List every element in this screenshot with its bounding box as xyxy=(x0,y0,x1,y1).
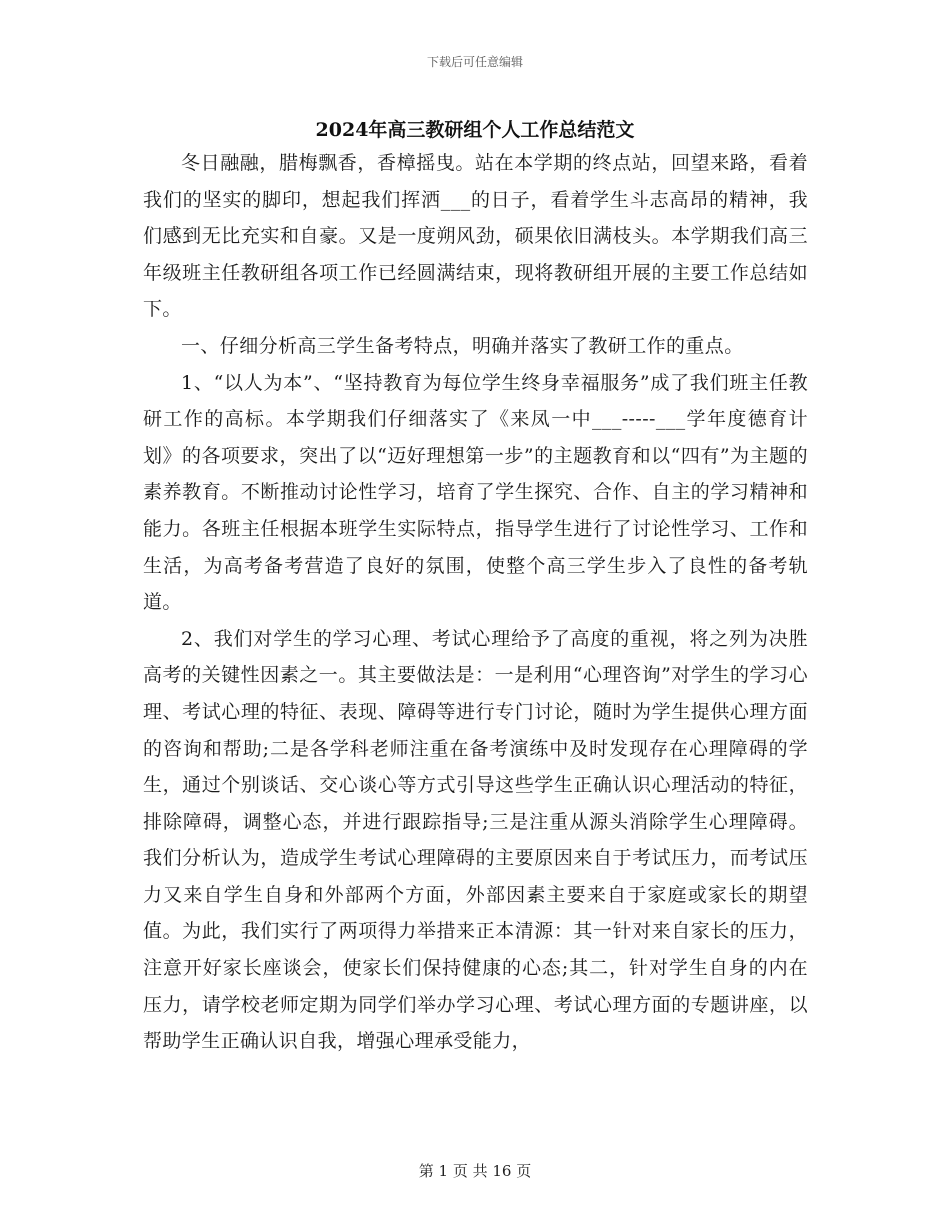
page-number: 第 1 页 共 16 页 xyxy=(418,1162,532,1180)
document-body xyxy=(143,145,808,1060)
paragraph-point-2: 2、我们对学生的学习心理、考试心理给予了高度的重视，将之列为决胜高考的关键性因素之一。其主要做法是：一是利用“心理咨询”对学生的学习心理、考试心理的特征、表现、障碍等进行专门讨论，随时为学生提供心理方面的咨询和帮助;二是各学科老师注重在备考演练中及时发现存在心理障碍的学生，通过个别谈话、交心谈心等方式引导这些学生正确认识心理活动的特征，排除障碍，调整心态，并进行跟踪指导;三是注重从源头消除学生心理障碍。我们分析认为，造成学生考试心理障碍的主要原因来自于考试压力，而考试压力又来自学生自身和外部两个方面，外部因素主要来自于家庭或家长的期望值。为此，我们实行了两项得力举措来正本清源：其一针对来自家长的压力，注意开好家长座谈会，使家长们保持健康的心态;其二，针对学生自身的内在压力，请学校老师定期为同学们举办学习心理、考试心理方面的专题讲座，以帮助学生正确认识自我，增强心理承受能力， xyxy=(143,627,808,1053)
paragraph-intro: 冬日融融，腊梅飘香，香樟摇曳。站在本学期的终点站，回望来路，看着我们的坚实的脚印，想起我们挥洒___的日子，看着学生斗志高昂的精神，我们感到无比充实和自豪。又是一度朔风劲，硕果依旧满枝头。本学期我们高三年级班主任教研组各项工作已经圆满结束，现将教研组开展的主要工作总结如下。 xyxy=(143,152,808,321)
paragraph-section-heading: 一、仔细分析高三学生备考特点，明确并落实了教研工作的重点。 xyxy=(181,334,744,357)
paragraph-point-1: 1、“以人为本”、“坚持教育为每位学生终身幸福服务”成了我们班主任教研工作的高标。本学期我们仔细落实了《来凤一中___-----___学年度德育计划》的各项要求，突出了以“迈好理想第一步”的主题教育和以“四有”为主题的素养教育。不断推动讨论性学习，培育了学生探究、合作、自主的学习精神和能力。各班主任根据本班学生实际特点，指导学生进行了讨论性学习、工作和生活，为高考备考营造了良好的氛围，使整个高三学生步入了良性的备考轨道。 xyxy=(143,371,808,614)
header-note: 下载后可任意编辑 xyxy=(426,55,523,69)
document-title: 2024年高三教研组个人工作总结范文 xyxy=(315,119,635,141)
